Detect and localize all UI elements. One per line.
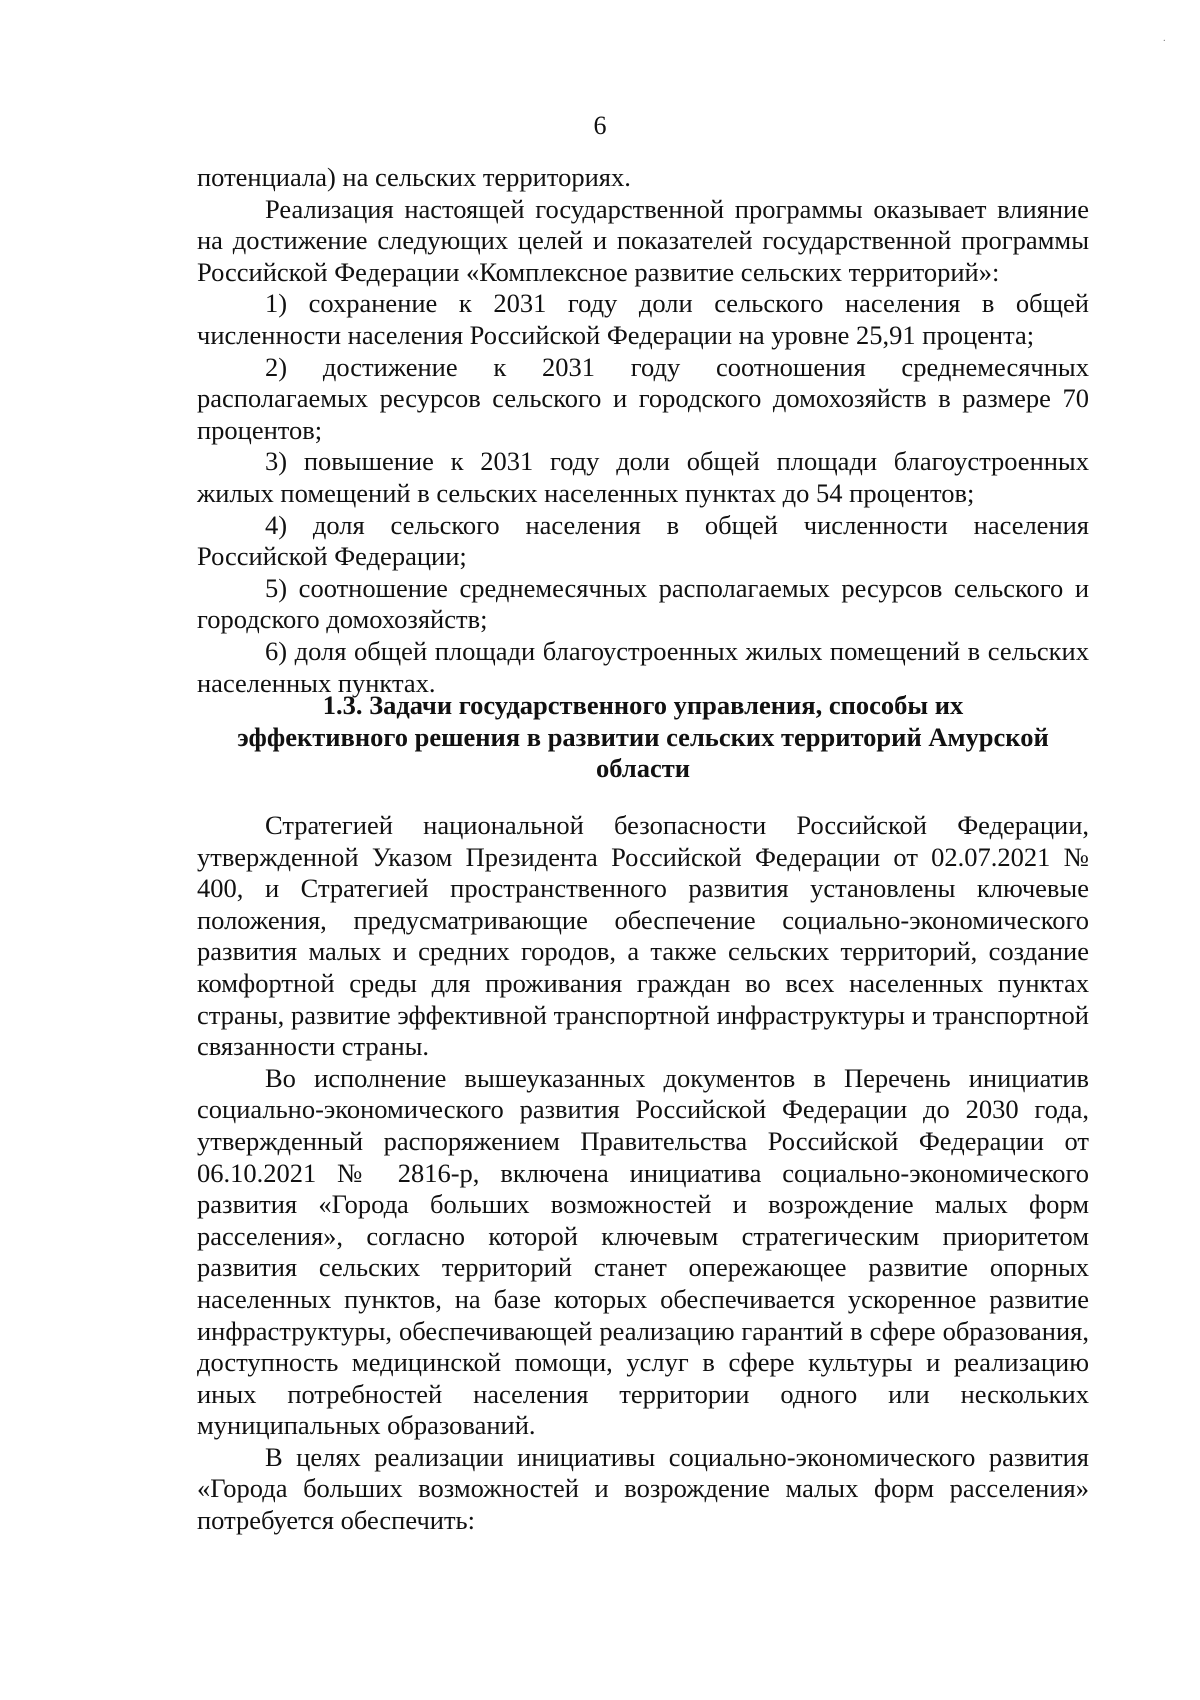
body-top [197,162,1089,699]
paragraph-program-impact: Реализация настоящей государственной программы оказывает влияние на достижение следующих целей и показателей государственной программы Российской Федерации «Комплексное развитие сельских территорий»: [197,193,1089,287]
list-item-1: 1) сохранение к 2031 году доли сельского населения в общей численности населения Российской Федерации на уровне 25,91 процента; [197,288,1089,350]
paragraph-initiatives: Во исполнение вышеуказанных документов в Перечень инициатив социально-экономического развития Российской Федерации до 2030 года, утвержденный распоряжением Правительства Российской Федерации от 06.10.2021 № 2816-р, включена инициатива социально-экономического развития «Города больших возможностей и возрождение малых форм расселения», согласно которой ключевым стратегическим приоритетом развития сельских территорий станет опережающее развитие опорных населенных пунктов, на базе которых обеспечивается ускоренное развитие инфраструктуры, обеспечивающей реализацию гарантий в сфере образования, доступность медицинской помощи, услуг в сфере культуры и реализацию иных потребностей населения территории одного или нескольких муниципальных образований. [197,1062,1089,1441]
list-item-3: 3) повышение к 2031 году доли общей площади благоустроенных жилых помещений в сельских населенных пунктах до 54 процентов; [197,446,1089,508]
paragraph-strategy: Стратегией национальной безопасности Российской Федерации, утвержденной Указом Президента Российской Федерации от 02.07.2021 № 400, и Стратегией пространственного развития установлены ключевые положения, предусматривающие обеспечение социально-экономического развития малых и средних городов, а также сельских территорий, создание комфортной среды для проживания граждан во всех населенных пунктах страны, развитие эффективной транспортной инфраструктуры и транспортной связанности страны. [197,810,1089,1062]
list-item-2: 2) достижение к 2031 году соотношения среднемесячных располагаемых ресурсов сельского и городского домохозяйств в размере 70 процентов; [197,351,1089,445]
section-heading-line-2: эффективного решения в развитии сельских территорий Амурской [237,721,1049,752]
paragraph-goals: В целях реализации инициативы социально-экономического развития «Города больших возможностей и возрождение малых форм расселения» потребуется обеспечить: [197,1441,1089,1536]
list-item-5: 5) соотношение среднемесячных располагаемых ресурсов сельского и городского домохозяйств; [197,572,1089,635]
section-heading [197,690,1089,785]
section-heading-line-1: 1.3. Задачи государственного управления, способы их [322,690,964,720]
section-heading-line-3: области [595,753,690,784]
paragraph-continuation: потенциала) на сельских территориях. [197,162,631,192]
scan-mark: · [1162,36,1166,47]
list-item-6: 6) доля общей площади благоустроенных жилых помещений в сельских населенных пунктах. [197,635,1089,698]
body-bottom [197,810,1089,1537]
page-number: 6 [593,111,607,140]
list-item-4: 4) доля сельского населения в общей численности населения Российской Федерации; [197,509,1089,572]
